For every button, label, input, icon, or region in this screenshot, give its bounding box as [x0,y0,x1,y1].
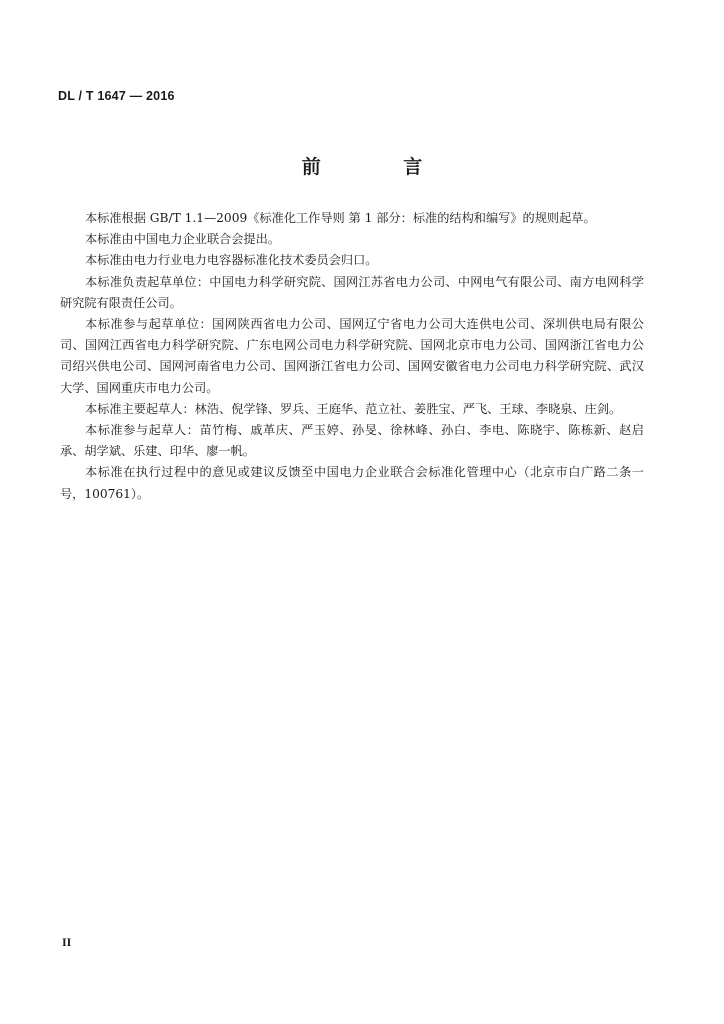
document-code: DL / T 1647 — 2016 [58,89,175,103]
paragraph-main-drafters: 本标准主要起草人：林浩、倪学锋、罗兵、王庭华、范立社、姜胜宝、严飞、王球、李晓泉、庄剑。 [85,401,622,416]
paragraph-participating-units: 本标准参与起草单位：国网陕西省电力公司、国网辽宁省电力公司大连供电公司、深圳供电局有限公司、国网江西省电力科学研究院、广东电网公司电力科学研究院、国网北京市电力公司、国网浙江省电力公司绍兴供电公司、国网河南省电力公司、国网浙江省电力公司、国网安徽省电力公司电力科学研究院、武汉大学、国网重庆市电力公司。 [60,317,644,395]
page-number: II [62,935,72,949]
paragraph-committee: 本标准由电力行业电力电容器标准化技术委员会归口。 [85,253,378,268]
paragraph-feedback: 本标准在执行过程中的意见或建议反馈至中国电力企业联合会标准化管理中心（北京市白广路二条一号，100761）。 [60,465,644,501]
foreword-body [60,208,644,505]
paragraph-proposer: 本标准由中国电力企业联合会提出。 [85,232,280,247]
page-title: 前 言 [301,156,461,178]
paragraph-lead-drafters: 本标准负责起草单位：中国电力科学研究院、国网江苏省电力公司、中网电气有限公司、南方电网科学研究院有限责任公司。 [60,274,644,310]
paragraph-drafting-rules: 本标准根据 GB/T 1.1—2009《标准化工作导则 第 1 部分：标准的结构和编写》的规则起草。 [85,211,596,225]
paragraph-participating-drafters: 本标准参与起草人：苗竹梅、戚革庆、严玉婷、孙旻、徐林峰、孙白、李电、陈晓宇、陈栋新、赵启承、胡学斌、乐建、印华、廖一帆。 [60,423,644,459]
